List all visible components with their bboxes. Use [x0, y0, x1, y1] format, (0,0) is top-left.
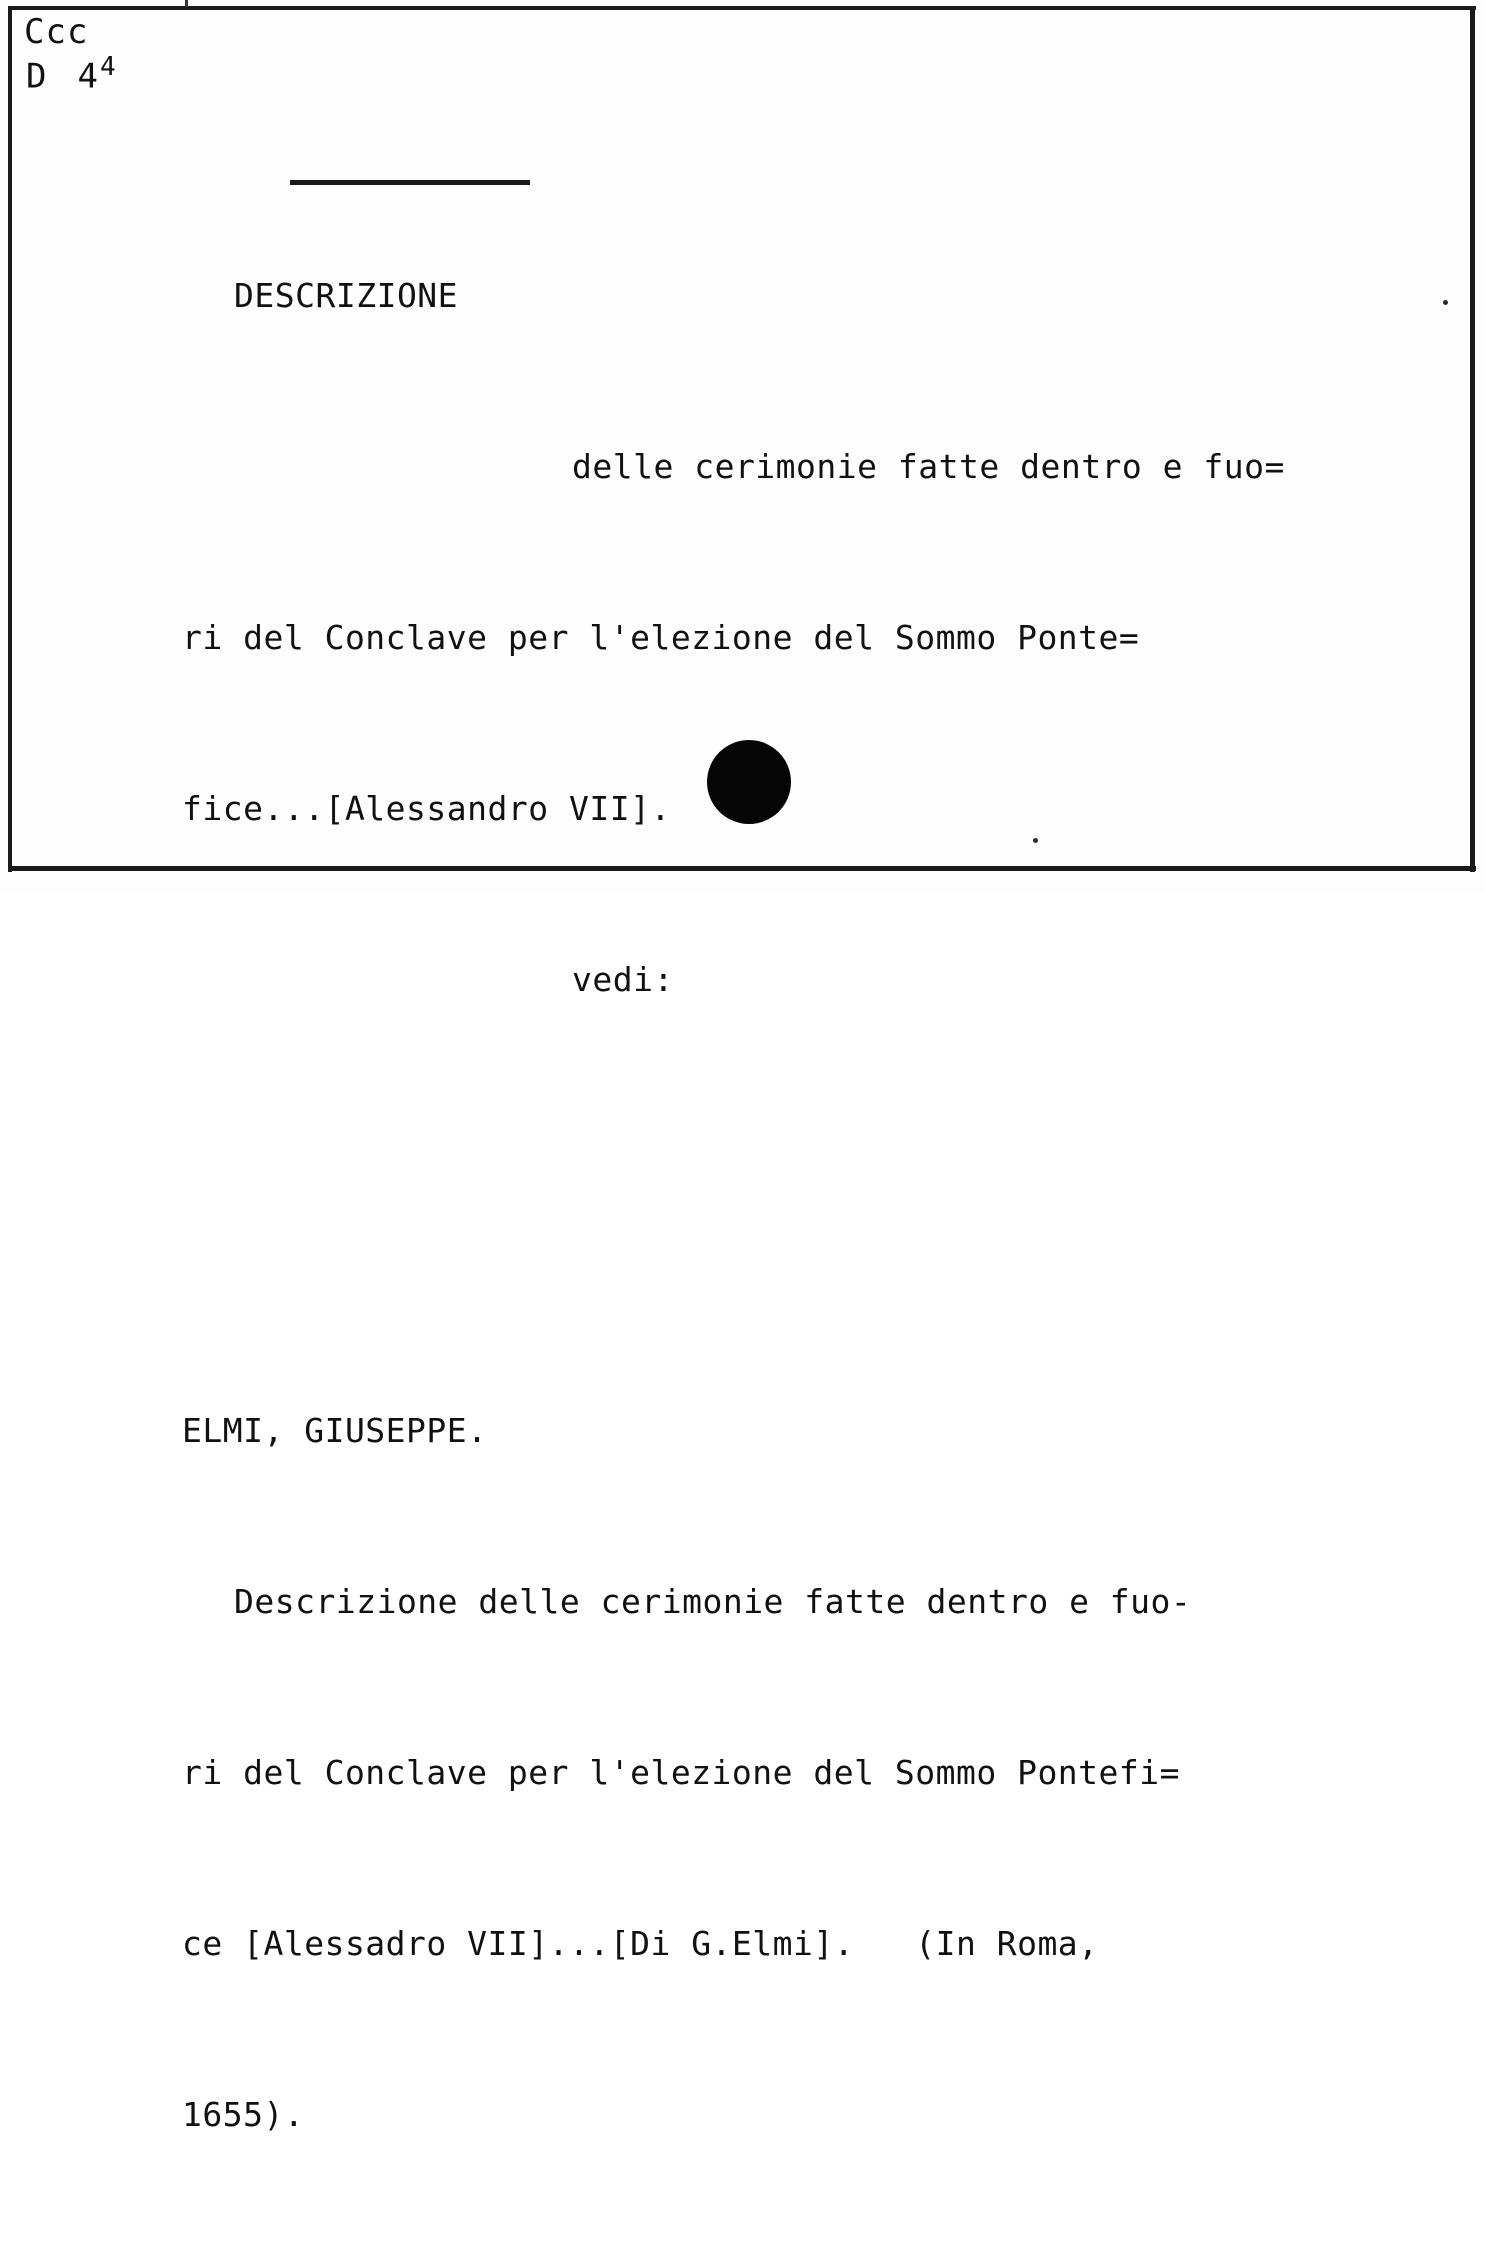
ink-speck	[1443, 300, 1448, 305]
main-title-line-2: ri del Conclave per l'elezione del Sommo Ponte=	[182, 618, 1140, 657]
see-reference-label: vedi:	[572, 960, 674, 999]
call-number-letter: D	[26, 56, 48, 97]
main-heading: DESCRIZIONE	[234, 276, 459, 315]
card-border-top	[10, 6, 1476, 10]
card-body	[172, 96, 1472, 2257]
punch-hole-dot-icon	[707, 740, 791, 824]
entry-title-line-1: Descrizione delle cerimonie fatte dentro e fuo-	[234, 1582, 1192, 1621]
author-heading: ELMI, GIUSEPPE.	[182, 1411, 488, 1450]
block-spacer	[172, 1179, 1472, 1231]
call-number-digit: 4	[77, 56, 99, 97]
underline-rule	[290, 180, 530, 185]
card-border-left	[8, 6, 12, 872]
call-number-superscript: 4	[99, 52, 117, 83]
ink-speck	[185, 0, 188, 7]
call-number-line-1: Ccc	[24, 12, 89, 52]
call-number-line-2	[26, 52, 117, 96]
ink-speck	[1033, 838, 1038, 843]
main-title-line-1: delle cerimonie fatte dentro e fuo=	[572, 447, 1285, 486]
main-title-line-3: fice...[Alessandro VII].	[182, 789, 671, 828]
entry-title-line-2: ri del Conclave per l'elezione del Sommo Pontefi=	[182, 1753, 1181, 1792]
call-number	[24, 12, 117, 97]
entry-title-line-3: ce [Alessadro VII]...[Di G.Elmi]. (In Roma,	[182, 1924, 1099, 1963]
entry-title-line-4: 1655).	[182, 2095, 305, 2134]
